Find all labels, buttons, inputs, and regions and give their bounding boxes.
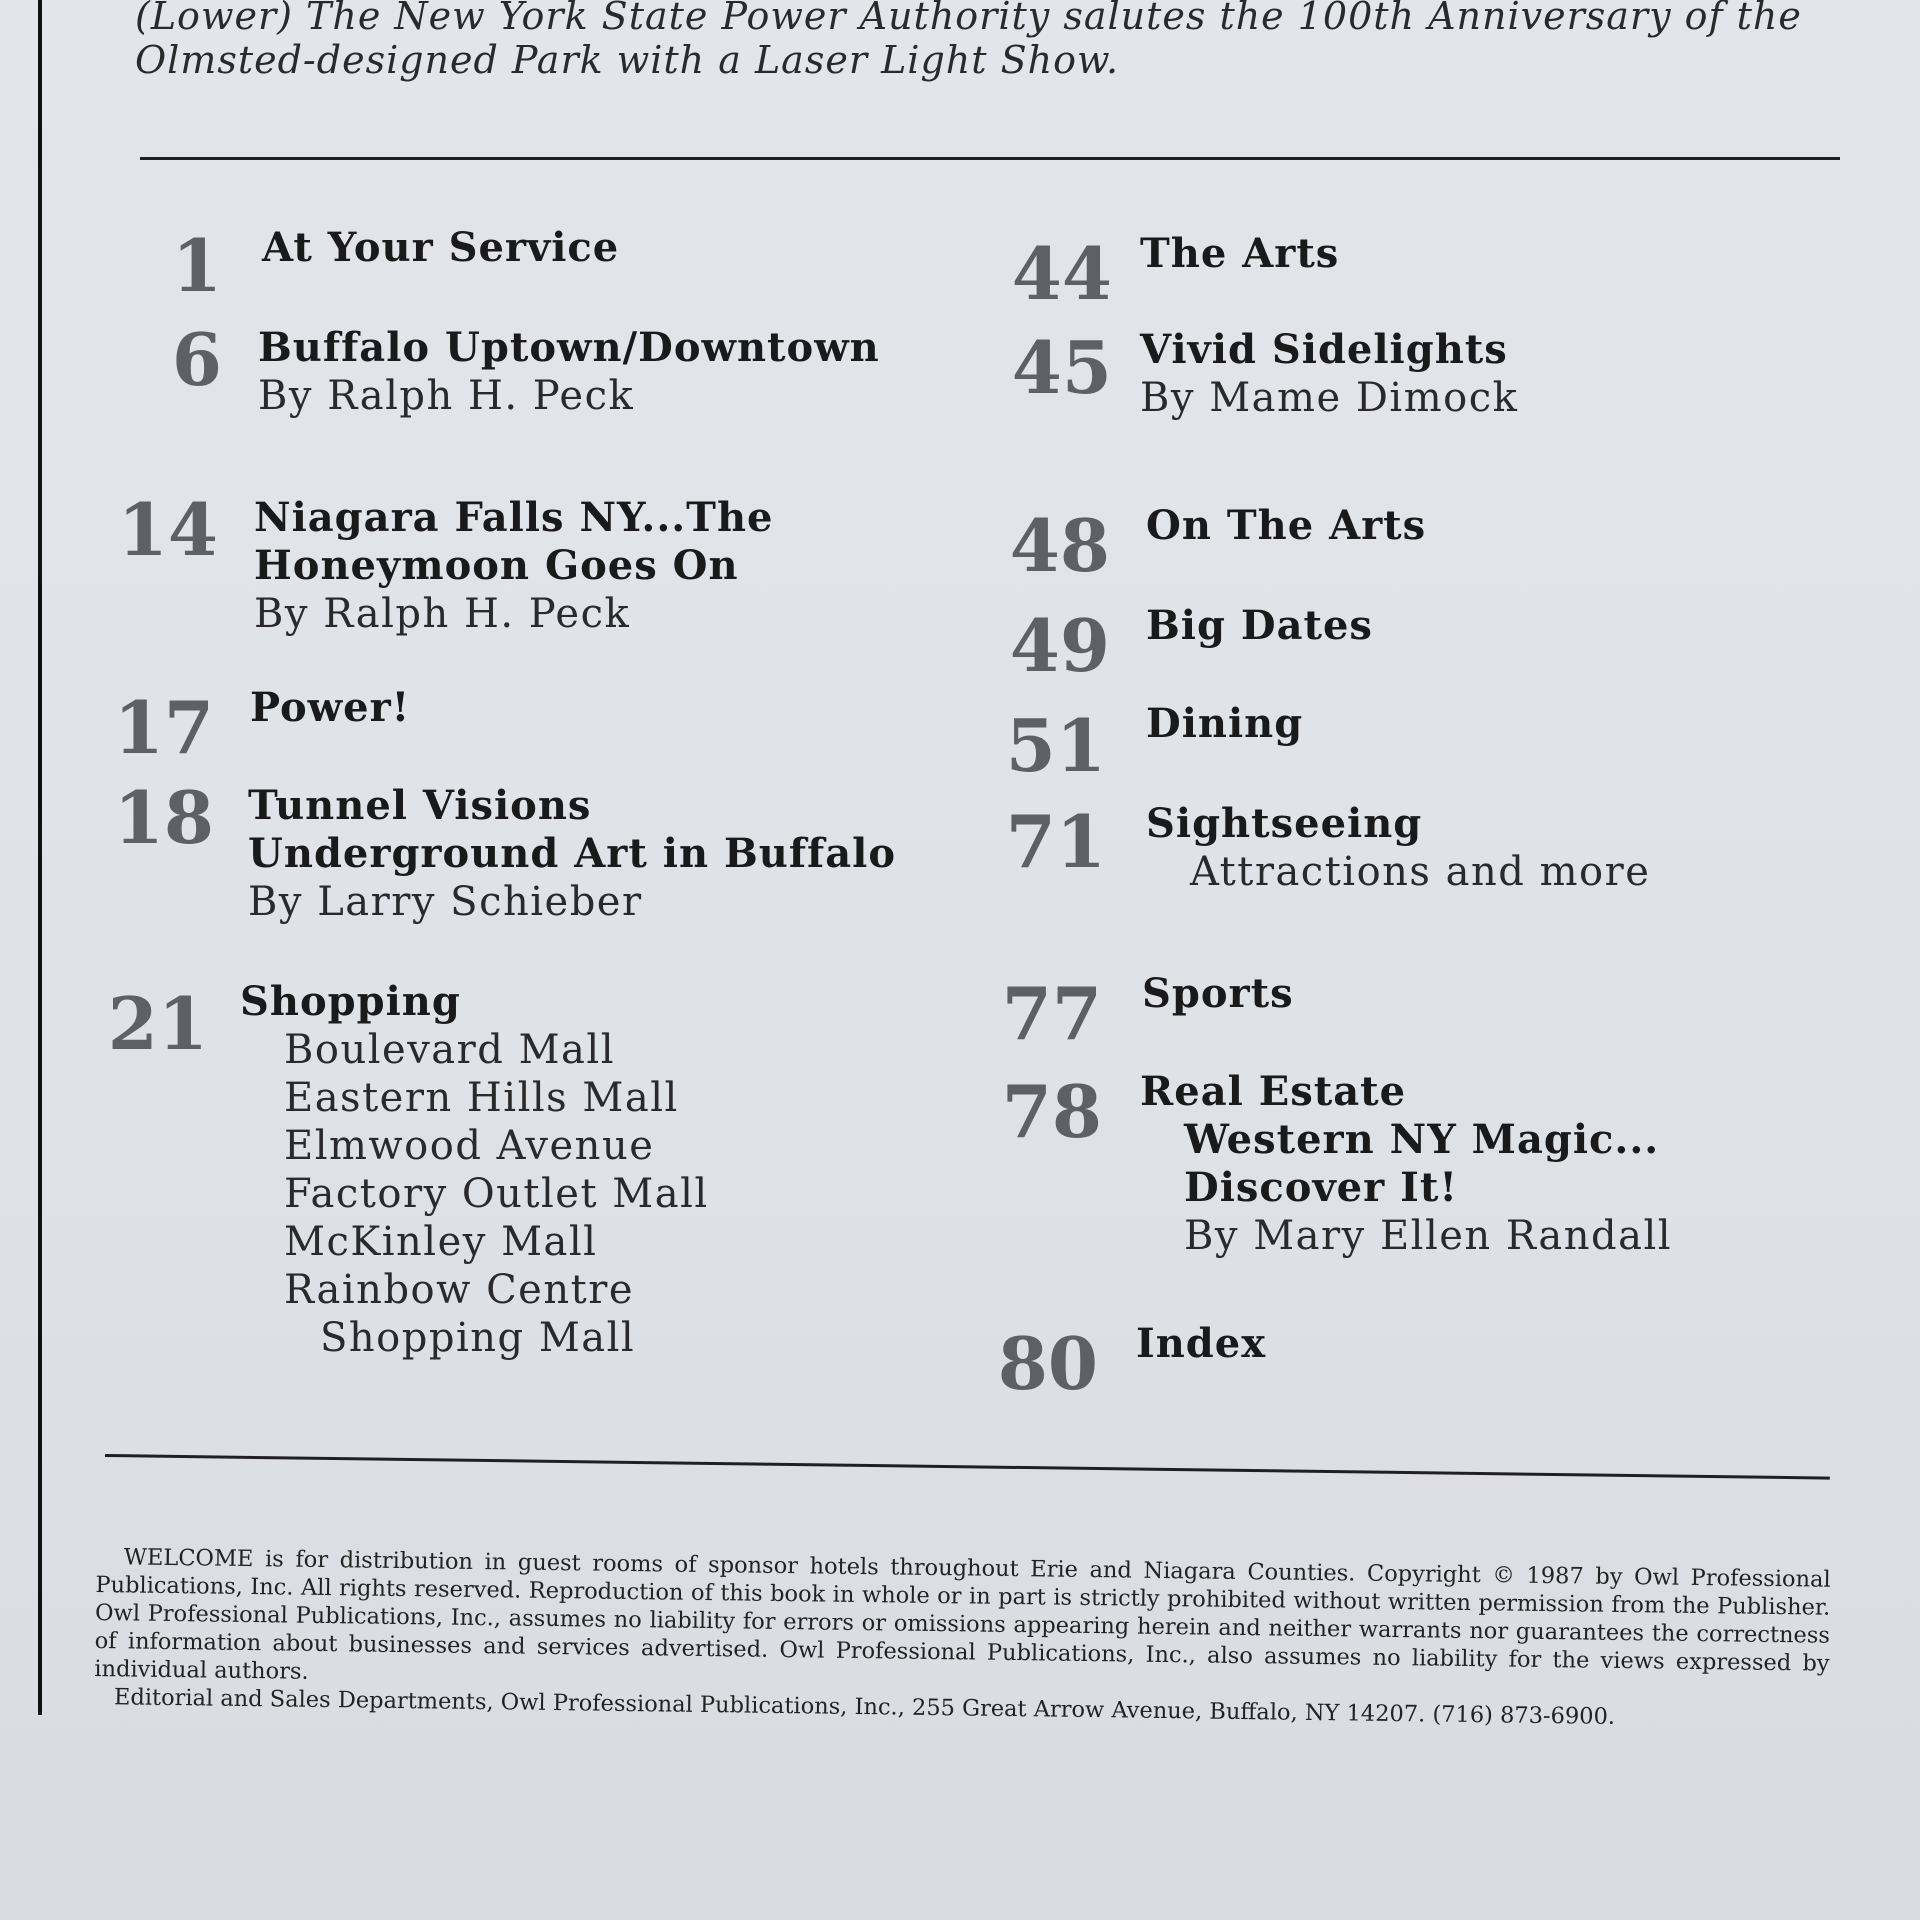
entry-title: Western NY Magic... — [1184, 1116, 1660, 1163]
publisher-notice — [94, 1543, 1831, 1734]
entry-title: Discover It! — [1184, 1164, 1458, 1211]
page-number: 49 — [1009, 603, 1110, 688]
entry-byline: By Larry Schieber — [248, 879, 643, 925]
publisher-address: Editorial and Sales Departments, Owl Professional Publications, Inc., 255 Great Arrow Avenue, Buffalo, NY 14207. (716) 873-6900. — [113, 1684, 1616, 1730]
entry-subtitle: Attractions and more — [1190, 849, 1651, 895]
shopping-item: Rainbow Centre — [284, 1267, 634, 1313]
entry-title: On The Arts — [1146, 502, 1427, 549]
copyright-notice: WELCOME is for distribution in guest rooms of sponsor hotels throughout Erie and Niagara Counties. Copyright © 1987 by Owl Professional Publications, Inc. All rights reserved. Reproduction of this book in whole or in part is strictly prohibited without written permission from the Publisher. Owl Professional Publications, Inc., assumes no liability for errors or omissions appearing herein and neither warrants nor guarantees the correctness of information about businesses and services advertised. Owl Professional Publications, Inc., also assumes no liability for the views expressed by individual authors. — [94, 1544, 1831, 1685]
caption-line: (Lower) The New York State Power Authority salutes the 100th Anniversary of the — [135, 0, 1802, 38]
top-divider — [140, 157, 1840, 160]
entry-title: Real Estate — [1140, 1068, 1407, 1115]
page-number: 21 — [107, 981, 208, 1066]
page-number: 14 — [117, 487, 218, 572]
entry-title: At Your Service — [262, 224, 620, 271]
page-number: 44 — [1011, 231, 1112, 316]
entry-byline: By Mary Ellen Randall — [1184, 1213, 1673, 1259]
entry-byline: By Ralph H. Peck — [254, 591, 631, 637]
entry-byline: By Ralph H. Peck — [258, 373, 635, 419]
shopping-item: Elmwood Avenue — [284, 1123, 655, 1169]
entry-title: Sports — [1142, 970, 1294, 1017]
entry-title: Dining — [1146, 700, 1304, 747]
shopping-item: Shopping Mall — [320, 1315, 636, 1361]
entry-title: Index — [1136, 1320, 1267, 1367]
page-number: 71 — [1005, 799, 1106, 884]
shopping-item: Eastern Hills Mall — [284, 1075, 679, 1121]
page-number: 18 — [113, 775, 214, 860]
entry-title: Underground Art in Buffalo — [248, 830, 897, 877]
page-number: 78 — [1001, 1069, 1102, 1154]
entry-title: Buffalo Uptown/Downtown — [258, 324, 880, 371]
entry-title: Tunnel Visions — [248, 782, 592, 829]
page-border — [38, 0, 42, 1715]
entry-title: Sightseeing — [1146, 800, 1423, 847]
shopping-item: McKinley Mall — [284, 1219, 598, 1265]
entry-title: Shopping — [240, 978, 461, 1025]
page-number: 1 — [171, 223, 222, 308]
page-number: 45 — [1011, 325, 1112, 410]
entry-title: Big Dates — [1146, 602, 1373, 649]
page-number: 51 — [1005, 703, 1106, 788]
entry-title: Niagara Falls NY...The — [254, 494, 774, 541]
page-number: 80 — [997, 1321, 1098, 1406]
entry-title: Power! — [250, 684, 411, 731]
page-number: 17 — [113, 685, 214, 770]
entry-title: The Arts — [1140, 230, 1340, 277]
page-number: 6 — [171, 317, 222, 402]
caption-line: Olmsted-designed Park with a Laser Light Show. — [135, 38, 1120, 82]
entry-title: Vivid Sidelights — [1140, 326, 1508, 373]
shopping-item: Factory Outlet Mall — [284, 1171, 709, 1217]
shopping-item: Boulevard Mall — [284, 1027, 615, 1073]
photo-caption — [135, 0, 1835, 82]
bottom-divider — [105, 1454, 1830, 1480]
page-number: 48 — [1009, 503, 1110, 588]
entry-byline: By Mame Dimock — [1140, 375, 1519, 421]
page-number: 77 — [1001, 971, 1102, 1056]
entry-title: Honeymoon Goes On — [254, 542, 739, 589]
